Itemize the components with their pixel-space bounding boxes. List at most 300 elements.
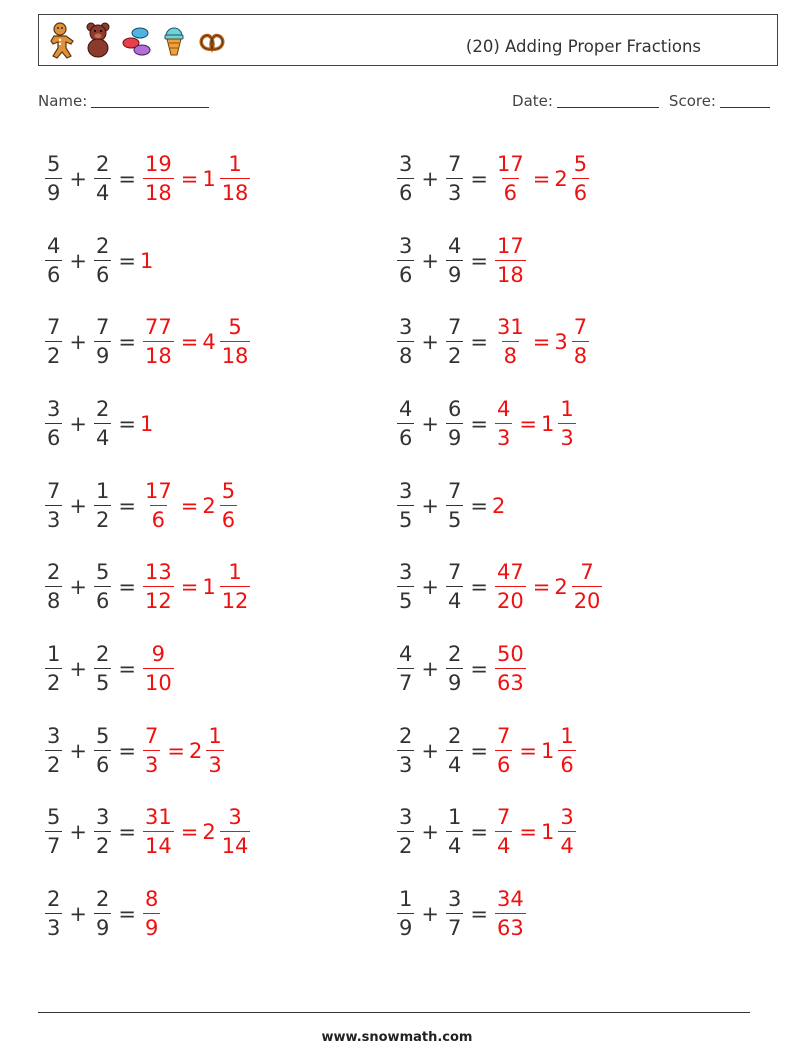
answer-fraction-denominator: 4 xyxy=(495,831,512,857)
mixed-fraction-part-denominator: 6 xyxy=(220,505,237,531)
addend-fraction-denominator: 3 xyxy=(45,505,62,531)
problem-row xyxy=(42,546,253,628)
mixed-fraction-part-numerator: 1 xyxy=(208,723,222,748)
answer-fraction-denominator: 3 xyxy=(143,750,160,776)
equals-sign: = xyxy=(470,166,488,191)
plus-sign: + xyxy=(421,820,439,845)
mixed-whole-number: 2 xyxy=(554,575,568,600)
answer-fraction-numerator: 17 xyxy=(496,233,524,258)
answer-fraction-numerator: 34 xyxy=(496,887,524,912)
answer-fraction xyxy=(143,889,160,939)
answer-fraction xyxy=(495,396,512,450)
answer-fraction xyxy=(143,723,160,777)
addend-fraction xyxy=(94,562,111,612)
answer-fraction-numerator: 4 xyxy=(496,396,511,421)
mixed-whole-number: 4 xyxy=(202,330,216,355)
problem-row xyxy=(42,220,253,302)
problem-row xyxy=(42,138,253,220)
addend-fraction-numerator: 4 xyxy=(399,396,413,421)
equals-sign: = xyxy=(118,248,136,273)
addend-fraction-denominator: 4 xyxy=(94,178,111,204)
problem-row xyxy=(394,628,605,710)
addend-fraction-denominator: 9 xyxy=(94,913,111,939)
answer-fraction-denominator: 20 xyxy=(495,586,526,612)
addend-fraction xyxy=(94,396,111,450)
plus-sign: + xyxy=(421,411,439,436)
addend-fraction-numerator: 7 xyxy=(95,315,110,340)
problem-row xyxy=(394,873,605,955)
answer-fraction xyxy=(495,233,526,287)
addend-fraction-numerator: 3 xyxy=(399,805,413,830)
mixed-fraction-part-numerator: 7 xyxy=(573,315,588,340)
answer-fraction-denominator: 6 xyxy=(502,178,519,204)
addend-fraction-numerator: 2 xyxy=(447,641,462,666)
addend-fraction xyxy=(94,317,111,367)
equals-sign: = xyxy=(118,166,136,191)
addend-fraction xyxy=(446,807,463,857)
footer-divider xyxy=(38,1012,750,1013)
mixed-whole-number: 2 xyxy=(202,493,216,518)
addend-fraction xyxy=(446,478,463,532)
mixed-fraction-part xyxy=(220,807,251,857)
addend-fraction-numerator: 3 xyxy=(447,887,462,912)
plus-sign: + xyxy=(421,738,439,763)
mixed-fraction-part-denominator: 4 xyxy=(558,831,575,857)
addend-fraction xyxy=(397,478,414,532)
addend-fraction-numerator: 3 xyxy=(399,315,413,340)
equals-sign: = xyxy=(118,411,136,436)
addend-fraction-denominator: 4 xyxy=(446,586,463,612)
addend-fraction-denominator: 5 xyxy=(397,586,414,612)
answer-equals-sign: = xyxy=(519,411,537,436)
answer-fraction xyxy=(495,807,512,857)
answer-fraction xyxy=(495,641,526,695)
answer-fraction-numerator: 7 xyxy=(144,723,159,748)
equals-sign: = xyxy=(470,493,488,518)
addend-fraction-denominator: 2 xyxy=(446,341,463,367)
mixed-fraction-part xyxy=(572,562,603,612)
mixed-fraction-part-denominator: 6 xyxy=(572,178,589,204)
answer-fraction xyxy=(143,641,174,695)
plus-sign: + xyxy=(69,166,87,191)
addend-fraction xyxy=(45,723,62,777)
addend-fraction xyxy=(94,889,111,939)
addend-fraction-denominator: 2 xyxy=(94,831,111,857)
mixed-fraction-part-numerator: 5 xyxy=(573,151,588,176)
addend-fraction-numerator: 1 xyxy=(447,805,462,830)
addend-fraction-numerator: 2 xyxy=(47,560,61,585)
addend-fraction-numerator: 1 xyxy=(47,641,61,666)
plus-sign: + xyxy=(69,248,87,273)
date-blank-line[interactable] xyxy=(557,93,659,108)
addend-fraction-denominator: 3 xyxy=(45,913,62,939)
addend-fraction-denominator: 6 xyxy=(94,586,111,612)
mixed-fraction-part xyxy=(558,396,575,450)
mixed-fraction-part-denominator: 3 xyxy=(206,750,223,776)
addend-fraction-denominator: 8 xyxy=(45,586,62,612)
mixed-fraction-part-numerator: 5 xyxy=(228,315,242,340)
addend-fraction-numerator: 7 xyxy=(447,560,462,585)
plus-sign: + xyxy=(69,902,87,927)
header-icons xyxy=(45,21,227,59)
answer-fraction-denominator: 14 xyxy=(143,831,174,857)
score-label: Score: xyxy=(668,92,716,110)
equals-sign: = xyxy=(118,493,136,518)
answer-fraction xyxy=(143,317,174,367)
answer-equals-sign: = xyxy=(519,738,537,763)
equals-sign: = xyxy=(470,575,488,600)
addend-fraction-numerator: 5 xyxy=(47,805,61,830)
addend-fraction-numerator: 3 xyxy=(47,396,61,421)
plus-sign: + xyxy=(69,411,87,436)
addend-fraction-numerator: 5 xyxy=(47,151,61,176)
addend-fraction-numerator: 2 xyxy=(95,641,110,666)
addend-fraction xyxy=(397,317,414,367)
mixed-fraction-part-denominator: 18 xyxy=(220,178,251,204)
mixed-fraction-part-numerator: 1 xyxy=(560,723,574,748)
addend-fraction xyxy=(94,478,111,532)
mixed-fraction-part-denominator: 12 xyxy=(220,586,251,612)
answer-fraction-numerator: 31 xyxy=(496,315,524,340)
answer-equals-sign: = xyxy=(180,166,199,191)
answer-fraction-denominator: 63 xyxy=(495,668,526,694)
score-blank-line[interactable] xyxy=(720,93,770,108)
mixed-fraction-part-denominator: 18 xyxy=(220,341,251,367)
addend-fraction-numerator: 3 xyxy=(399,560,413,585)
addend-fraction xyxy=(446,889,463,939)
answer-whole-number: 1 xyxy=(139,248,154,273)
addend-fraction-denominator: 2 xyxy=(94,505,111,531)
addend-fraction-numerator: 2 xyxy=(95,151,110,176)
mixed-fraction-part-denominator: 3 xyxy=(558,423,575,449)
problem-row xyxy=(394,465,605,547)
addend-fraction xyxy=(45,641,62,695)
addend-fraction-denominator: 6 xyxy=(45,423,62,449)
addend-fraction-numerator: 2 xyxy=(95,887,110,912)
addend-fraction xyxy=(94,151,111,205)
worksheet-header xyxy=(38,14,778,66)
answer-fraction-denominator: 18 xyxy=(143,341,174,367)
addend-fraction xyxy=(94,723,111,777)
addend-fraction xyxy=(397,889,414,939)
answer-fraction-numerator: 17 xyxy=(496,151,524,176)
answer-fraction xyxy=(143,151,174,205)
name-field xyxy=(38,92,209,110)
mixed-fraction-part-numerator: 3 xyxy=(560,805,574,830)
mixed-fraction-part xyxy=(220,562,251,612)
name-blank-line[interactable] xyxy=(91,93,209,108)
answer-fraction-denominator: 18 xyxy=(143,178,174,204)
addend-fraction-denominator: 8 xyxy=(397,341,414,367)
answer-fraction-denominator: 6 xyxy=(150,505,167,531)
equals-sign: = xyxy=(118,656,136,681)
addend-fraction xyxy=(45,151,62,205)
problem-row xyxy=(394,792,605,874)
equals-sign: = xyxy=(118,820,136,845)
answer-equals-sign: = xyxy=(180,575,199,600)
addend-fraction xyxy=(94,233,111,287)
mixed-fraction-part-numerator: 1 xyxy=(228,560,242,585)
equals-sign: = xyxy=(118,330,136,355)
addend-fraction-numerator: 3 xyxy=(399,151,413,176)
addend-fraction-denominator: 6 xyxy=(397,423,414,449)
answer-equals-sign: = xyxy=(532,166,551,191)
addend-fraction-denominator: 9 xyxy=(446,260,463,286)
addend-fraction-denominator: 7 xyxy=(446,913,463,939)
addend-fraction-denominator: 4 xyxy=(446,831,463,857)
mixed-whole-number: 3 xyxy=(554,330,568,355)
answer-fraction-numerator: 13 xyxy=(144,560,172,585)
answer-fraction-numerator: 7 xyxy=(496,805,511,830)
addend-fraction xyxy=(94,641,111,695)
problem-row xyxy=(42,710,253,792)
macarons-icon xyxy=(121,21,151,59)
answer-equals-sign: = xyxy=(180,820,199,845)
addend-fraction-denominator: 5 xyxy=(446,505,463,531)
plus-sign: + xyxy=(421,248,439,273)
mixed-fraction-part xyxy=(572,317,589,367)
addend-fraction xyxy=(446,396,463,450)
addend-fraction-denominator: 6 xyxy=(397,178,414,204)
addend-fraction-denominator: 2 xyxy=(45,668,62,694)
answer-fraction-denominator: 9 xyxy=(143,913,160,939)
answer-fraction-numerator: 47 xyxy=(496,560,524,585)
addend-fraction xyxy=(397,723,414,777)
mixed-whole-number: 1 xyxy=(540,820,555,845)
addend-fraction xyxy=(446,317,463,367)
mixed-fraction-part xyxy=(220,317,251,367)
mixed-fraction-part-denominator: 8 xyxy=(572,341,589,367)
problem-row xyxy=(42,792,253,874)
answer-fraction xyxy=(143,562,174,612)
addend-fraction-numerator: 4 xyxy=(447,233,462,258)
answer-equals-sign: = xyxy=(180,493,199,518)
addend-fraction xyxy=(45,478,62,532)
addend-fraction-denominator: 4 xyxy=(446,750,463,776)
mixed-whole-number: 2 xyxy=(188,738,203,763)
answer-fraction-numerator: 31 xyxy=(144,805,172,830)
plus-sign: + xyxy=(421,575,439,600)
addend-fraction-denominator: 9 xyxy=(94,341,111,367)
addend-fraction xyxy=(397,807,414,857)
addend-fraction xyxy=(45,396,62,450)
addend-fraction-numerator: 7 xyxy=(447,151,462,176)
plus-sign: + xyxy=(69,330,87,355)
addend-fraction-denominator: 6 xyxy=(397,260,414,286)
answer-equals-sign: = xyxy=(167,738,185,763)
mixed-fraction-part xyxy=(558,807,575,857)
problem-row xyxy=(394,546,605,628)
problem-row xyxy=(394,710,605,792)
mixed-fraction-part xyxy=(220,478,237,532)
problem-row xyxy=(394,220,605,302)
problem-row xyxy=(42,873,253,955)
plus-sign: + xyxy=(69,656,87,681)
addend-fraction xyxy=(397,151,414,205)
plus-sign: + xyxy=(421,330,439,355)
plus-sign: + xyxy=(69,493,87,518)
answer-fraction-denominator: 6 xyxy=(495,750,512,776)
addend-fraction-denominator: 9 xyxy=(397,913,414,939)
addend-fraction xyxy=(397,233,414,287)
answer-equals-sign: = xyxy=(519,820,537,845)
answer-fraction-denominator: 63 xyxy=(495,913,526,939)
answer-fraction xyxy=(495,317,526,367)
equals-sign: = xyxy=(470,820,488,845)
plus-sign: + xyxy=(421,493,439,518)
answer-equals-sign: = xyxy=(180,330,199,355)
addend-fraction-denominator: 2 xyxy=(45,750,62,776)
addend-fraction-denominator: 6 xyxy=(45,260,62,286)
mixed-fraction-part-numerator: 1 xyxy=(228,151,242,176)
addend-fraction-numerator: 1 xyxy=(399,887,413,912)
mixed-fraction-part-numerator: 5 xyxy=(221,478,236,503)
mixed-fraction-part-numerator: 1 xyxy=(560,396,574,421)
mixed-fraction-part-denominator: 14 xyxy=(220,831,251,857)
problem-row xyxy=(42,628,253,710)
problem-row xyxy=(394,383,605,465)
addend-fraction-numerator: 7 xyxy=(47,315,61,340)
addend-fraction xyxy=(446,641,463,695)
addend-fraction-denominator: 5 xyxy=(397,505,414,531)
addend-fraction-numerator: 7 xyxy=(447,315,462,340)
mixed-whole-number: 2 xyxy=(202,820,216,845)
problem-row xyxy=(42,301,253,383)
answer-fraction-denominator: 3 xyxy=(495,423,512,449)
answer-equals-sign: = xyxy=(532,330,551,355)
answer-fraction-denominator: 12 xyxy=(143,586,174,612)
addend-fraction xyxy=(45,233,62,287)
addend-fraction-numerator: 4 xyxy=(399,641,413,666)
plus-sign: + xyxy=(69,738,87,763)
equals-sign: = xyxy=(470,738,488,763)
answer-fraction xyxy=(495,562,526,612)
addend-fraction xyxy=(45,317,62,367)
addend-fraction-denominator: 9 xyxy=(446,668,463,694)
addend-fraction xyxy=(446,233,463,287)
equals-sign: = xyxy=(470,330,488,355)
mixed-fraction-part xyxy=(206,723,223,777)
plus-sign: + xyxy=(421,902,439,927)
mixed-fraction-part-numerator: 7 xyxy=(580,560,594,585)
addend-fraction-numerator: 3 xyxy=(399,478,413,503)
addend-fraction-denominator: 2 xyxy=(45,341,62,367)
mixed-whole-number: 1 xyxy=(540,411,555,436)
addend-fraction xyxy=(446,151,463,205)
pretzel-icon xyxy=(197,21,227,59)
mixed-fraction-part-denominator: 6 xyxy=(558,750,575,776)
addend-fraction-denominator: 4 xyxy=(94,423,111,449)
problem-row xyxy=(42,465,253,547)
plus-sign: + xyxy=(421,166,439,191)
answer-fraction xyxy=(495,151,526,205)
addend-fraction-numerator: 5 xyxy=(95,560,110,585)
equals-sign: = xyxy=(470,411,488,436)
ice-cream-cone-icon xyxy=(159,21,189,59)
answer-fraction xyxy=(143,478,174,532)
addend-fraction-numerator: 6 xyxy=(447,396,462,421)
plus-sign: + xyxy=(69,575,87,600)
mixed-fraction-part-numerator: 3 xyxy=(228,805,242,830)
addend-fraction xyxy=(397,641,414,695)
addend-fraction-numerator: 3 xyxy=(399,233,413,258)
addend-fraction-denominator: 5 xyxy=(94,668,111,694)
problem-row xyxy=(394,138,605,220)
problems-column-right xyxy=(394,138,605,955)
mixed-fraction-part xyxy=(220,151,251,205)
plus-sign: + xyxy=(421,656,439,681)
addend-fraction-denominator: 6 xyxy=(94,260,111,286)
addend-fraction-numerator: 5 xyxy=(95,723,110,748)
equals-sign: = xyxy=(118,902,136,927)
equals-sign: = xyxy=(470,656,488,681)
answer-whole-number: 2 xyxy=(491,493,506,518)
addend-fraction-denominator: 9 xyxy=(45,178,62,204)
addend-fraction-numerator: 4 xyxy=(47,233,61,258)
addend-fraction xyxy=(446,562,463,612)
date-label: Date: xyxy=(512,92,553,110)
addend-fraction-numerator: 3 xyxy=(47,723,61,748)
mixed-whole-number: 1 xyxy=(540,738,555,763)
answer-fraction-denominator: 10 xyxy=(143,668,174,694)
addend-fraction xyxy=(94,807,111,857)
equals-sign: = xyxy=(470,248,488,273)
name-label: Name: xyxy=(38,92,88,110)
addend-fraction-numerator: 1 xyxy=(95,478,110,503)
answer-fraction-numerator: 9 xyxy=(151,641,166,666)
addend-fraction-numerator: 2 xyxy=(447,723,462,748)
answer-fraction xyxy=(143,807,174,857)
addend-fraction-numerator: 2 xyxy=(399,723,413,748)
mixed-fraction-part-denominator: 20 xyxy=(572,586,603,612)
addend-fraction xyxy=(397,562,414,612)
addend-fraction-numerator: 7 xyxy=(47,478,61,503)
addend-fraction xyxy=(446,723,463,777)
footer-url: www.snowmath.com xyxy=(321,1030,473,1045)
mixed-whole-number: 1 xyxy=(202,166,216,191)
answer-fraction-numerator: 8 xyxy=(144,887,159,912)
addend-fraction xyxy=(397,396,414,450)
equals-sign: = xyxy=(470,902,488,927)
problems-column-left xyxy=(42,138,253,955)
addend-fraction xyxy=(45,889,62,939)
addend-fraction xyxy=(45,807,62,857)
answer-whole-number: 1 xyxy=(139,411,154,436)
mixed-whole-number: 2 xyxy=(554,166,568,191)
answer-fraction-numerator: 50 xyxy=(496,641,524,666)
problem-row xyxy=(42,383,253,465)
answer-fraction-denominator: 8 xyxy=(502,341,519,367)
mixed-whole-number: 1 xyxy=(202,575,216,600)
date-score-fields xyxy=(512,92,770,110)
answer-fraction-numerator: 17 xyxy=(144,478,172,503)
addend-fraction-numerator: 2 xyxy=(47,887,61,912)
plus-sign: + xyxy=(69,820,87,845)
mixed-fraction-part xyxy=(558,723,575,777)
answer-fraction-numerator: 77 xyxy=(144,315,172,340)
answer-fraction-numerator: 7 xyxy=(496,723,511,748)
equals-sign: = xyxy=(118,738,136,763)
mixed-fraction-part xyxy=(572,151,589,205)
teddy-bear-icon xyxy=(83,21,113,59)
answer-equals-sign: = xyxy=(532,575,551,600)
addend-fraction-denominator: 2 xyxy=(397,831,414,857)
equals-sign: = xyxy=(118,575,136,600)
addend-fraction-numerator: 2 xyxy=(95,396,110,421)
addend-fraction-denominator: 6 xyxy=(94,750,111,776)
answer-fraction-numerator: 19 xyxy=(144,151,172,176)
problem-row xyxy=(394,301,605,383)
